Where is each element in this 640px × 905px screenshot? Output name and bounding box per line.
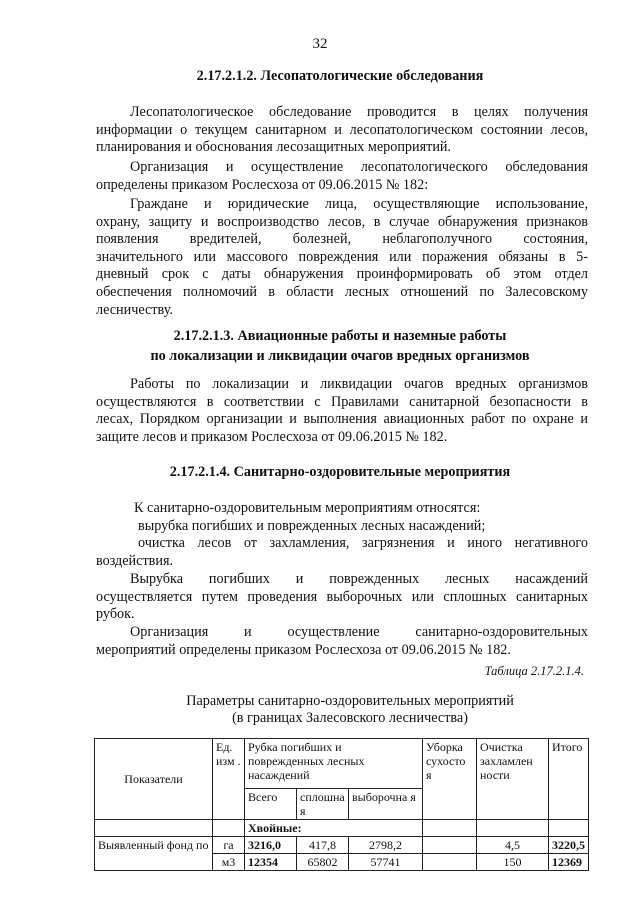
text-line: Граждане и юридические лица, осуществляющие использование, [130,196,588,212]
cell-selective: 57741 [349,854,423,871]
header-grand-total: Итого [549,739,589,820]
list-item: очистка лесов от захламления, загрязнения и иного негативного [138,535,588,552]
text-line: Организация и осуществление лесопатологического обследования [130,159,588,175]
text-line: Организация и осуществление санитарно-оздоровительных [130,624,588,640]
section-heading-aviation [80,326,600,366]
paragraph-survey-order [96,159,588,194]
group-row-label: Хвойные: [245,820,423,837]
text-line: дневный срок с даты обнаружения проинформировать об этом отдел [96,266,588,283]
text-line: Вырубка погибших и поврежденных лесных насаждений [130,571,588,587]
cell-cleanup: 4,5 [477,837,549,854]
header-unit: Ед. изм . [213,739,245,820]
section-heading-sanitary: 2.17.2.1.4. Санитарно-оздоровительные мероприятия [169,464,511,480]
cell-total: 3216,0 [245,837,297,854]
section-heading-lesopatolog: 2.17.2.1.2. Лесопатологические обследования [196,68,484,84]
table-title-line: Параметры санитарно-оздоровительных мероприятий [186,693,514,709]
text-line: осуществляются в соответствии с Правилами санитарной безопасности в [96,393,588,410]
text-line: определены приказом Рослесхоза от 09.06.2015 № 182: [96,176,429,193]
text-line: информации о текущем санитарном и лесопатологическом состоянии лесов, [96,121,588,138]
paragraph-citizens-duty [96,196,588,319]
text-line: воздействия. [96,552,174,569]
text-line: защите лесов и приказом Рослесхоза от 09.06.2015 № 182. [96,428,448,445]
table-title [120,693,580,727]
text-line: лесничеству. [96,301,173,318]
cell-grand-total: 3220,5 [549,837,589,854]
sanitary-measures-table [94,738,589,871]
header-indicators: Показатели [95,739,213,820]
header-cleanup: Очистка захламлен ности [477,739,549,820]
cell-unit: м3 [213,854,245,871]
text-line: обеспечения полномочий в области лесных отношений по Залесовскому [96,283,588,300]
text-line: лесах, Порядком организации и выполнения авиационных работ по охране и [96,411,588,428]
header-clear-sub: сплошна я [297,789,349,820]
heading-line: по локализации и ликвидации очагов вредных организмов [150,348,530,364]
cell-indicator: Выявленный фонд по [95,837,213,871]
text-line: К санитарно-оздоровительным мероприятиям относятся: [134,500,481,516]
text-line: значительного или массового повреждения или поражения обязаны в 5- [96,248,588,265]
cell-clear: 417,8 [297,837,349,854]
paragraph-sanitary-order [96,624,588,659]
heading-line: 2.17.2.1.3. Авиационные работы и наземные работы [173,328,507,344]
text-line: рубок. [96,606,135,623]
group-empty-cell [477,820,549,837]
header-felling-group: Рубка погибших и поврежденных лесных насаждений [245,739,423,789]
header-deadwood: Уборка сухосто я [423,739,477,820]
header-total-sub: Всего [245,789,297,820]
paragraph-sanitary-list [96,500,588,570]
cell-unit: га [213,837,245,854]
table-title-line: (в границах Залесовского лесничества) [232,710,468,726]
text-line: планирования и обоснования лесозащитных мероприятий. [96,139,452,156]
table-row [95,837,589,854]
cell-grand-total: 12369 [549,854,589,871]
cell-deadwood [423,837,477,854]
page-number: 32 [312,36,328,52]
paragraph-localization-works [96,376,588,446]
paragraph-survey-purpose [96,104,588,157]
text-line: мероприятий определены приказом Рослесхоза от 09.06.2015 № 182. [96,641,511,658]
cell-deadwood [423,854,477,871]
header-selective-sub: выборочна я [349,789,423,820]
table-caption: Таблица 2.17.2.1.4. [484,664,584,678]
cell-selective: 2798,2 [349,837,423,854]
text-line: охрану, защиту и воспроизводство лесов, в случае обнаружения признаков [96,213,588,230]
group-empty-cell [549,820,589,837]
cell-total: 12354 [245,854,297,871]
cell-cleanup: 150 [477,854,549,871]
text-line: Работы по локализации и ликвидации очагов вредных организмов [130,376,588,392]
group-empty-cell [213,820,245,837]
text-line: появления вредителей, болезней, неблагополучного состояния, [96,231,588,248]
list-item: вырубка погибших и поврежденных лесных насаждений; [138,517,486,534]
paragraph-felling [96,571,588,624]
cell-clear: 65802 [297,854,349,871]
group-empty-cell [95,820,213,837]
group-empty-cell [423,820,477,837]
text-line: Лесопатологическое обследование проводится в целях получения [130,104,588,120]
text-line: осуществляется путем проведения выборочных или сплошных санитарных [96,588,588,605]
